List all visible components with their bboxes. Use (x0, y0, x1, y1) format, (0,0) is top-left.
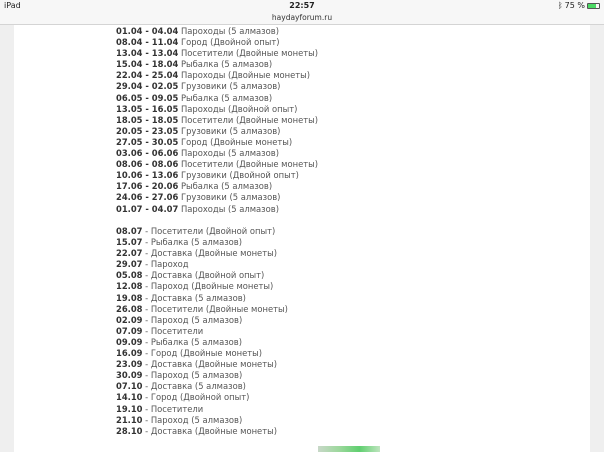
event-description: Грузовики (Двойной опыт) (180, 170, 299, 181)
event-date: 15.04 - 18.04 (116, 59, 179, 70)
schedule-item (116, 281, 288, 292)
schedule-item (116, 159, 318, 170)
schedule-item (116, 426, 288, 437)
event-description: - Доставка (Двойные монеты) (145, 248, 277, 259)
event-date: 05.08 (116, 270, 143, 281)
schedule-item (116, 70, 318, 81)
event-description: Рыбалка (5 алмазов) (180, 59, 273, 70)
event-description: Пароходы (Двойные монеты) (180, 70, 311, 81)
address-bar[interactable]: haydayforum.ru (271, 13, 333, 22)
schedule-item (116, 26, 318, 37)
event-description: - Пароход (5 алмазов) (145, 414, 243, 425)
event-description: Посетители (Двойные монеты) (180, 159, 319, 170)
schedule-item (116, 337, 288, 348)
event-date: 16.09 (116, 348, 143, 359)
schedule-item (116, 170, 318, 181)
schedule-item (116, 370, 288, 381)
event-date: 14.10 (116, 392, 143, 403)
event-date: 02.09 (116, 314, 143, 325)
event-date: 18.05 - 18.05 (116, 114, 179, 125)
event-description: Посетители (Двойные монеты) (180, 48, 319, 59)
event-date: 23.09 (116, 359, 143, 370)
event-description: Посетители (Двойные монеты) (180, 114, 319, 125)
event-description: Пароходы (5 алмазов) (180, 203, 279, 214)
event-date: 03.06 - 06.06 (116, 148, 179, 159)
event-description: - Посетители (Двойной опыт) (145, 226, 276, 236)
schedule-item (116, 392, 288, 403)
event-description: - Посетители (Двойные монеты) (145, 303, 288, 314)
battery-status (558, 1, 600, 10)
event-description: - Рыбалка (5 алмазов) (145, 336, 242, 347)
battery-percent: 75 % (564, 1, 585, 10)
schedule-list-autumn (116, 226, 288, 437)
schedule-item (116, 259, 288, 270)
event-description: - Доставка (Двойные монеты) (145, 425, 277, 436)
event-date: 29.07 (116, 259, 143, 270)
schedule-item (116, 348, 288, 359)
event-date: 10.06 - 13.06 (116, 170, 179, 181)
event-date: 01.07 - 04.07 (116, 203, 179, 214)
event-description: Пароходы (5 алмазов) (180, 26, 279, 36)
event-description: Пароходы (Двойной опыт) (180, 103, 298, 114)
schedule-item (116, 404, 288, 415)
schedule-item (116, 48, 318, 59)
event-date: 13.05 - 16.05 (116, 103, 179, 114)
event-description: - Город (Двойные монеты) (145, 348, 263, 359)
schedule-list-spring (116, 26, 318, 215)
event-date: 30.09 (116, 370, 143, 381)
schedule-item (116, 192, 318, 203)
battery-icon (587, 3, 600, 9)
event-date: 21.10 (116, 414, 143, 425)
event-description: Грузовики (5 алмазов) (180, 125, 281, 136)
event-description: - Рыбалка (5 алмазов) (145, 237, 242, 248)
event-description: - Посетители (145, 325, 204, 336)
schedule-item (116, 237, 288, 248)
status-time: 22:57 (289, 1, 315, 10)
event-description: - Посетители (145, 403, 204, 414)
event-description: - Доставка (5 алмазов) (145, 292, 246, 303)
schedule-item (116, 37, 318, 48)
schedule-item (116, 81, 318, 92)
event-date: 27.05 - 30.05 (116, 136, 179, 147)
schedule-item (116, 315, 288, 326)
event-date: 29.04 - 02.05 (116, 81, 179, 92)
schedule-item (116, 293, 288, 304)
bluetooth-icon: ᛒ (557, 1, 563, 10)
device-label: iPad (4, 1, 21, 10)
event-date: 24.06 - 27.06 (116, 192, 179, 203)
event-description: - Доставка (5 алмазов) (145, 381, 246, 392)
event-date: 22.07 (116, 248, 143, 259)
event-date: 13.04 - 13.04 (116, 48, 179, 59)
event-description: - Пароход (5 алмазов) (145, 314, 243, 325)
page-content (14, 25, 590, 452)
event-date: 22.04 - 25.04 (116, 70, 179, 81)
event-description: Город (Двойные монеты) (180, 136, 293, 147)
event-description: Пароходы (5 алмазов) (180, 148, 279, 159)
event-date: 08.04 - 11.04 (116, 37, 179, 48)
event-description: - Пароход (Двойные монеты) (145, 281, 274, 292)
event-date: 06.05 - 09.05 (116, 92, 179, 103)
schedule-item (116, 204, 318, 215)
image-thumbnail[interactable] (318, 446, 380, 452)
event-date: 19.08 (116, 292, 143, 303)
event-description: - Город (Двойной опыт) (145, 392, 250, 403)
schedule-item (116, 326, 288, 337)
event-date: 19.10 (116, 403, 143, 414)
browser-top-bar (0, 0, 604, 25)
event-description: Грузовики (5 алмазов) (180, 192, 281, 203)
event-date: 26.08 (116, 303, 143, 314)
schedule-item (116, 137, 318, 148)
event-description: - Доставка (Двойные монеты) (145, 359, 277, 370)
event-date: 09.09 (116, 336, 143, 347)
event-description: - Пароход (145, 259, 189, 270)
schedule-item (116, 270, 288, 281)
schedule-item (116, 181, 318, 192)
event-description: Рыбалка (5 алмазов) (180, 92, 273, 103)
event-description: Рыбалка (5 алмазов) (180, 181, 273, 192)
event-date: 15.07 (116, 237, 143, 248)
schedule-item (116, 381, 288, 392)
event-date: 12.08 (116, 281, 143, 292)
event-date: 07.10 (116, 381, 143, 392)
event-description: Город (Двойной опыт) (180, 37, 280, 48)
event-date: 07.09 (116, 325, 143, 336)
schedule-item (116, 415, 288, 426)
event-date: 08.06 - 08.06 (116, 159, 179, 170)
event-description: - Пароход (5 алмазов) (145, 370, 243, 381)
event-description: - Доставка (Двойной опыт) (145, 270, 265, 281)
event-date: 01.04 - 04.04 (116, 26, 179, 36)
schedule-item (116, 126, 318, 137)
event-date: 20.05 - 23.05 (116, 125, 179, 136)
event-description: Грузовики (5 алмазов) (180, 81, 281, 92)
event-date: 28.10 (116, 425, 143, 436)
schedule-item (116, 248, 288, 259)
schedule-item (116, 93, 318, 104)
schedule-item (116, 226, 288, 237)
schedule-item (116, 304, 288, 315)
schedule-item (116, 115, 318, 126)
schedule-item (116, 148, 318, 159)
schedule-item (116, 359, 288, 370)
event-date: 08.07 (116, 226, 143, 236)
event-date: 17.06 - 20.06 (116, 181, 179, 192)
schedule-item (116, 104, 318, 115)
schedule-item (116, 59, 318, 70)
